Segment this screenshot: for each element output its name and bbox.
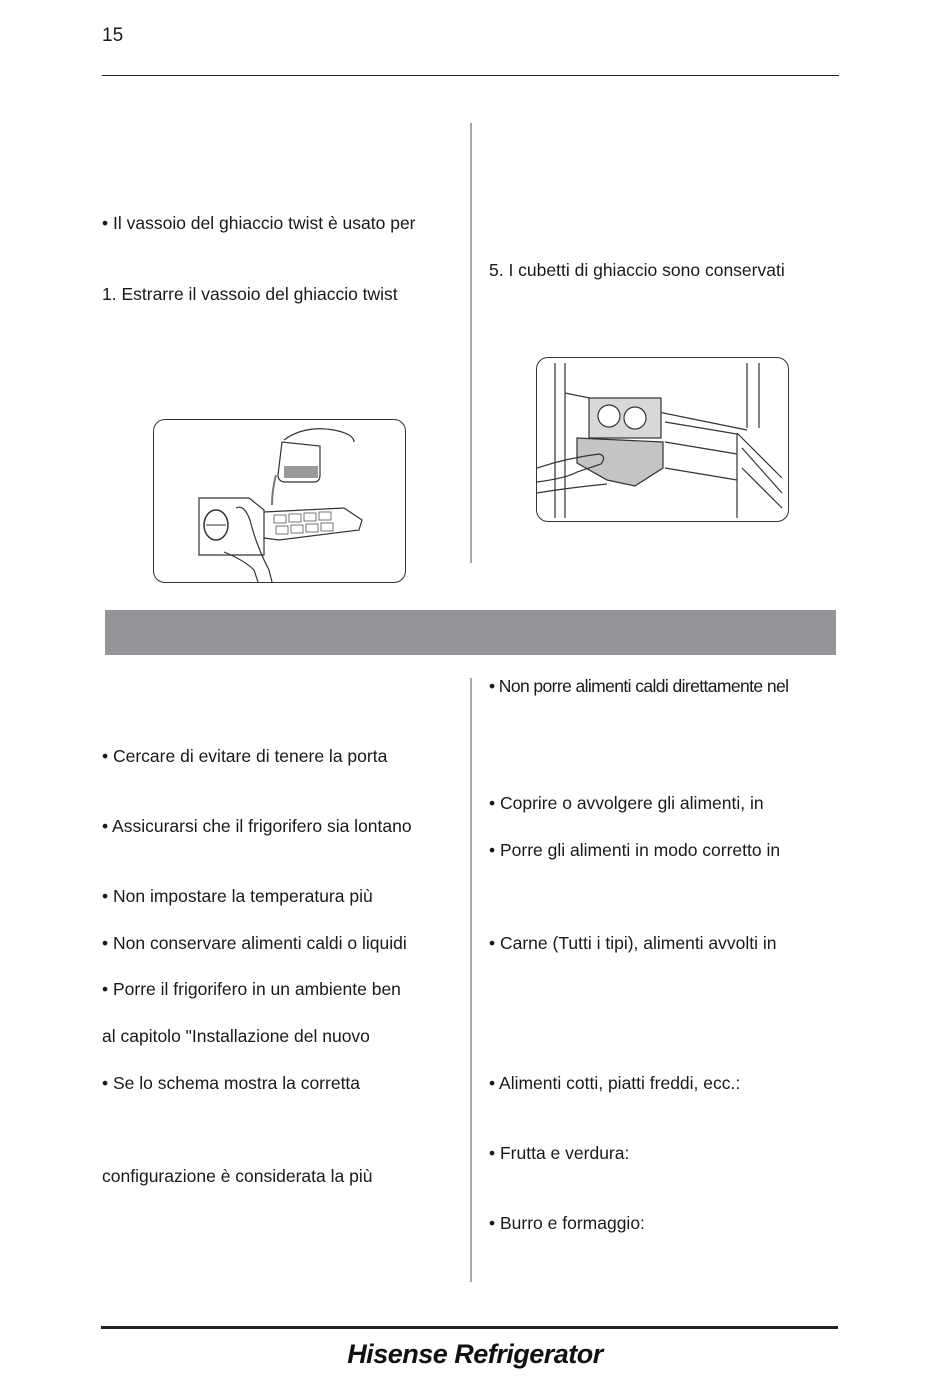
ice-bin-removal-figure bbox=[536, 357, 789, 522]
tip-item: • Coprire o avvolgere gli alimenti, in bbox=[489, 793, 764, 813]
tip-item: • Assicurarsi che il frigorifero sia lontano bbox=[102, 816, 412, 836]
tip-item: • Porre gli alimenti in modo corretto in bbox=[489, 840, 781, 860]
ice-tray-filling-figure bbox=[153, 419, 406, 583]
tip-item-continuation: al capitolo "Installazione del nuovo bbox=[102, 1026, 370, 1046]
bullet-twist-tray: • Il vassoio del ghiaccio twist è usato per bbox=[102, 213, 416, 233]
ice-tray-filling-icon bbox=[154, 420, 405, 582]
footer-rule bbox=[101, 1326, 838, 1329]
tip-item: • Non impostare la temperatura più bbox=[102, 886, 373, 906]
tip-item: • Cercare di evitare di tenere la porta bbox=[102, 746, 388, 766]
ice-bin-removal-icon bbox=[537, 358, 788, 521]
column-divider-bottom bbox=[470, 678, 472, 1282]
step-5-text: 5. I cubetti di ghiaccio sono conservati bbox=[489, 260, 785, 280]
step-1-text: 1. Estrarre il vassoio del ghiaccio twist bbox=[102, 284, 398, 304]
storage-item: • Frutta e verdura: bbox=[489, 1143, 630, 1163]
tip-item: • Non porre alimenti caldi direttamente nel bbox=[489, 676, 789, 696]
brand-footer: Hisense Refrigerator bbox=[347, 1339, 603, 1369]
storage-item: • Carne (Tutti i tipi), alimenti avvolti in bbox=[489, 933, 777, 953]
tip-item: • Porre il frigorifero in un ambiente ben bbox=[102, 979, 401, 999]
column-divider-top bbox=[470, 123, 472, 563]
header-rule bbox=[102, 75, 839, 76]
tip-item: • Non conservare alimenti caldi o liquidi bbox=[102, 933, 407, 953]
page-number: 15 bbox=[102, 25, 124, 46]
storage-item: • Alimenti cotti, piatti freddi, ecc.: bbox=[489, 1073, 741, 1093]
storage-item: • Burro e formaggio: bbox=[489, 1213, 645, 1233]
tip-item-continuation: configurazione è considerata la più bbox=[102, 1166, 373, 1186]
section-header-band bbox=[105, 610, 836, 655]
tip-item: • Se lo schema mostra la corretta bbox=[102, 1073, 361, 1093]
